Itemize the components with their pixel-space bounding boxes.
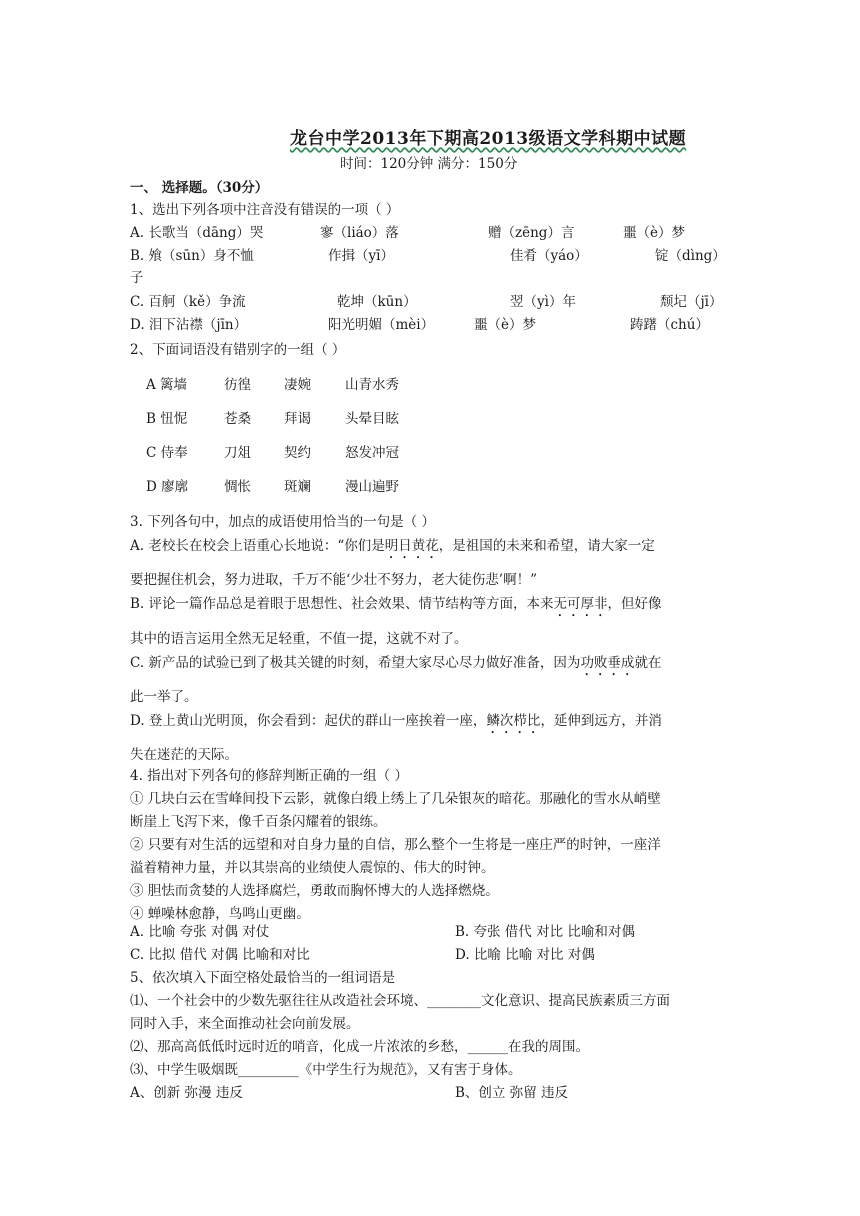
q4-stem: 4. 指出对下列各句的修辞判断正确的一组（ ） — [130, 768, 408, 784]
emphasized-idiom: 功败垂成 — [580, 655, 635, 671]
q5-line-2: ⑵、那高高低低时远时近的哨音，化成一片浓浓的乡愁，______在我的周围。 — [130, 1039, 589, 1055]
q1-b-col: 佳肴（yáo） — [510, 248, 588, 264]
section-heading: 一、 选择题。（30分） — [130, 180, 269, 196]
q1-stem: 1、选出下列各项中注音没有错误的一项（ ） — [130, 202, 400, 218]
q2-word: B 忸怩 — [146, 411, 188, 427]
q3-option-d-line2: 失在迷茫的天际。 — [130, 747, 238, 763]
q5-option-a: A、创新 弥漫 违反 — [130, 1085, 243, 1101]
exam-subtitle: 时间：120分钟 满分：150分 — [340, 156, 518, 172]
q2-word: 彷徨 — [224, 377, 251, 393]
q1-c-col: 颓圮（jī） — [660, 294, 723, 310]
q4-sentence-1a: ① 几块白云在雪峰间投下云影，就像白缎上绣上了几朵银灰的暗花。那融化的雪水从峭壁 — [130, 791, 661, 807]
q2-word: 苍桑 — [224, 411, 251, 427]
q2-word: C 侍奉 — [146, 445, 188, 461]
q2-word: 惆怅 — [224, 479, 251, 495]
q5-option-b: B、创立 弥留 违反 — [455, 1085, 569, 1101]
q1-c-col: 翌（yì）年 — [510, 294, 576, 310]
q1-d-col: 阳光明媚（mèi） — [328, 317, 435, 333]
q2-word: 怒发冲冠 — [345, 445, 399, 461]
emphasized-idiom: 无可厚非 — [553, 596, 608, 612]
q1-b-col: 锭（dìng） — [655, 248, 726, 264]
q1-b-wrap: 子 — [130, 270, 144, 286]
q1-b-col: 作揖（yī） — [328, 248, 394, 264]
q4-sentence-1b: 断崖上飞泻下来，像千百条闪耀着的银练。 — [130, 814, 387, 830]
q2-word: A 篱墙 — [146, 377, 188, 393]
q1-d-col: 踌躇（chú） — [630, 317, 709, 333]
q2-word: 漫山遍野 — [345, 479, 399, 495]
q4-sentence-3: ③ 胆怯而贪婪的人选择腐烂，勇敢而胸怀博大的人选择燃烧。 — [130, 883, 499, 899]
q1-a-col: A. 长歌当（dāng）哭 — [130, 225, 264, 241]
q3-option-c-line1: C. 新产品的试验已到了极其关键的时刻，希望大家尽心尽力做好准备，因为功败垂成就在 — [130, 655, 662, 671]
q5-stem: 5、依次填入下面空格处最恰当的一组词语是 — [130, 970, 396, 986]
q4-sentence-4: ④ 蝉噪林愈静，鸟鸣山更幽。 — [130, 906, 310, 922]
q4-option-d: D. 比喻 比喻 对比 对偶 — [455, 947, 595, 963]
q1-a-col: 噩（è）梦 — [623, 225, 685, 241]
q2-word: 头晕目眩 — [345, 411, 399, 427]
q4-option-b: B. 夸张 借代 对比 比喻和对偶 — [455, 924, 635, 940]
q2-word: 斑斓 — [284, 479, 311, 495]
emphasized-idiom: 明日黄花 — [384, 538, 439, 554]
q2-word: 拜谒 — [284, 411, 311, 427]
q3-option-a-line1: A. 老校长在校会上语重心长地说：“你们是明日黄花，是祖国的未来和希望，请大家一定 — [130, 538, 655, 554]
q5-line-1b: 同时入手，来全面推动社会向前发展。 — [130, 1016, 360, 1032]
q4-sentence-2a: ② 只要有对生活的远望和对自身力量的自信，那么整个一生将是一座庄严的时钟，一座洋 — [130, 837, 661, 853]
q3-option-b-line2: 其中的语言运用全然无足轻重，不值一提，这就不对了。 — [130, 631, 468, 647]
exam-title-text: 龙台中学2013年下期高2013级语文学科期中试题 — [290, 129, 687, 149]
q1-d-col: 噩（è）梦 — [474, 317, 536, 333]
q1-a-col: 赠（zēng）言 — [488, 225, 575, 241]
q1-c-col: 乾坤（kūn） — [337, 294, 417, 310]
q4-sentence-2b: 溢着精神力量，并以其崇高的业绩使人震惊的、伟大的时钟。 — [130, 860, 495, 876]
q2-word: 山青水秀 — [345, 377, 399, 393]
q2-word: 契约 — [284, 445, 311, 461]
q5-line-1a: ⑴、一个社会中的少数先驱往往从改造社会环境、________文化意识、提高民族素质三方面 — [130, 993, 670, 1009]
q3-option-d-line1: D. 登上黄山光明顶，你会看到：起伏的群山一座挨着一座，鳞次栉比，延伸到远方，并消 — [130, 713, 662, 729]
q3-option-b-line1: B. 评论一篇作品总是着眼于思想性、社会效果、情节结构等方面，本来无可厚非，但好像 — [130, 596, 662, 612]
q1-c-col: C. 百舸（kě）争流 — [130, 294, 246, 310]
exam-title — [290, 124, 686, 149]
q1-a-col: 寥（liáo）落 — [320, 225, 399, 241]
emphasized-idiom: 鳞次栉比 — [486, 713, 541, 729]
q4-option-a: A. 比喻 夸张 对偶 对仗 — [130, 924, 270, 940]
q3-stem: 3. 下列各句中，加点的成语使用恰当的一句是（ ） — [130, 514, 435, 530]
q2-word: D 廖廓 — [146, 479, 189, 495]
q5-line-3: ⑶、中学生吸烟既_________《中学生行为规范》，又有害于身体。 — [130, 1062, 522, 1078]
q2-stem: 2、下面词语没有错别字的一组（ ） — [130, 342, 346, 358]
q3-option-a-line2: 要把握住机会，努力进取，千万不能‘少壮不努力，老大徒伤悲’啊！” — [130, 572, 537, 588]
q2-word: 刀俎 — [224, 445, 251, 461]
q4-option-c: C. 比拟 借代 对偶 比喻和对比 — [130, 947, 310, 963]
q1-d-col: D. 泪下沾襟（jīn） — [130, 317, 248, 333]
q3-option-c-line2: 此一举了。 — [130, 689, 198, 705]
q1-b-col: B. 飧（sūn）身不恤 — [130, 248, 254, 264]
q2-word: 凄婉 — [284, 377, 311, 393]
